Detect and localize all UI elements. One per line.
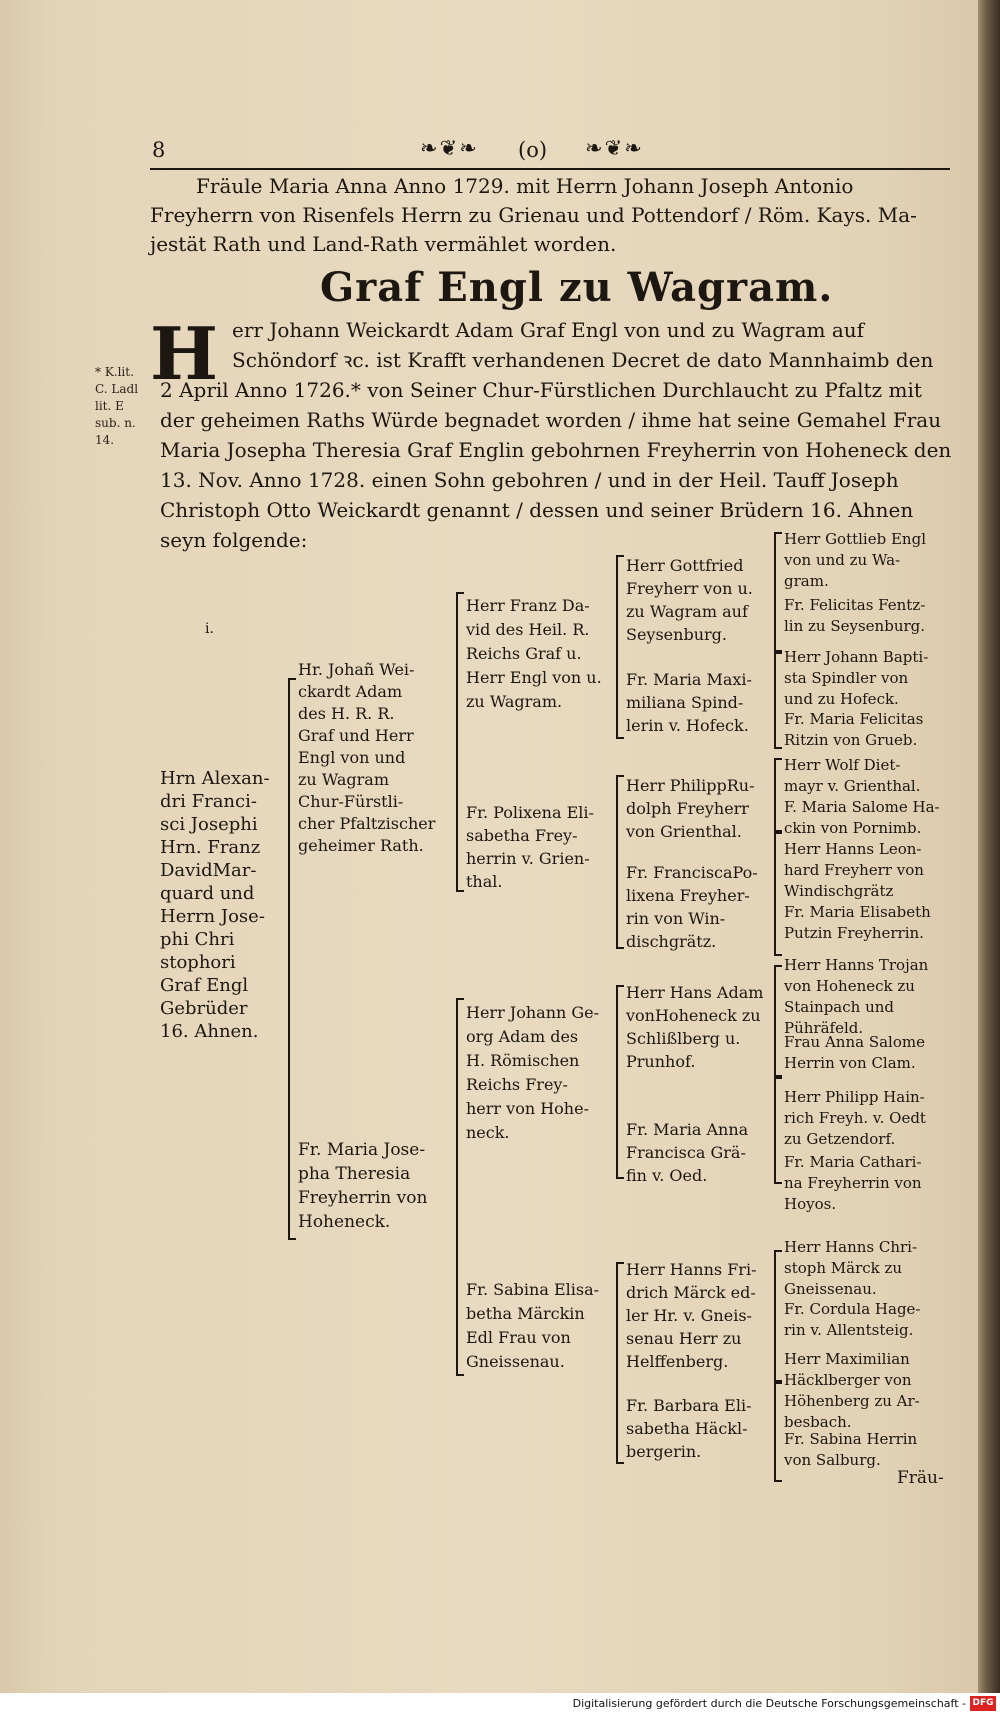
gg-grandparent-line: von und zu Wa- bbox=[784, 551, 901, 569]
root-name-line: Graf Engl bbox=[160, 975, 249, 996]
gg-grandparent-line: und zu Hofeck. bbox=[784, 690, 899, 708]
paragraph-line: Christoph Otto Weickardt genannt / dessen und seiner Brüdern 16. Ahnen bbox=[160, 498, 914, 522]
great-grandparent-line: Fr. FranciscaPo- bbox=[626, 863, 758, 882]
father-line: geheimer Rath. bbox=[298, 836, 424, 855]
great-grandparent-line: Fr. Maria Anna bbox=[626, 1120, 749, 1139]
gg-grandparent-line: Herr Hanns Leon- bbox=[784, 840, 922, 858]
grandparent-line: Edl Frau von bbox=[466, 1328, 571, 1347]
gg-grandparent-line: lin zu Seysenburg. bbox=[784, 617, 926, 635]
grandparent-line: vid des Heil. R. bbox=[466, 620, 590, 639]
great-grandparent-bracket bbox=[774, 830, 782, 956]
page-edge bbox=[978, 0, 1000, 1716]
grandparent-line: thal. bbox=[466, 872, 503, 891]
root-name-line: quard und bbox=[160, 883, 255, 904]
root-name-line: phi Chri bbox=[160, 929, 235, 950]
intro-line: jestät Rath und Land-Rath vermählet worden. bbox=[150, 232, 617, 256]
gg-grandparent-line: mayr v. Grienthal. bbox=[784, 777, 921, 795]
father-bracket bbox=[456, 592, 464, 892]
grandparent-line: Gneissenau. bbox=[466, 1352, 565, 1371]
gg-grandparent-line: ckin von Pornimb. bbox=[784, 819, 922, 837]
gg-grandparent-line: Fr. Maria Felicitas bbox=[784, 710, 924, 728]
gg-grandparent-line: Herr Johann Bapti- bbox=[784, 648, 929, 666]
great-grandparent-line: bergerin. bbox=[626, 1442, 702, 1461]
gg-grandparent-line: Hoyos. bbox=[784, 1195, 837, 1213]
great-grandparent-line: Prunhof. bbox=[626, 1052, 696, 1071]
great-grandparent-bracket bbox=[774, 965, 782, 1079]
father-line: Hr. Johañ Wei- bbox=[298, 660, 415, 679]
page-number: 8 bbox=[152, 138, 166, 162]
gg-grandparent-line: na Freyherrin von bbox=[784, 1174, 922, 1192]
gg-grandparent-line: Herr Philipp Hain- bbox=[784, 1088, 925, 1106]
gg-grandparent-line: Fr. Cordula Hage- bbox=[784, 1300, 921, 1318]
paragraph-line: 13. Nov. Anno 1728. einen Sohn gebohren / und in der Heil. Tauff Joseph bbox=[160, 468, 899, 492]
gg-grandparent-line: Windischgrätz bbox=[784, 882, 894, 900]
paragraph-line: Maria Josepha Theresia Graf Englin gebohrnen Freyherrin von Hoheneck den bbox=[160, 438, 952, 462]
margin-note-line: C. Ladl bbox=[95, 382, 139, 396]
gg-grandparent-line: Fr. Felicitas Fentz- bbox=[784, 596, 926, 614]
gg-grandparent-line: Herr Hanns Trojan bbox=[784, 956, 929, 974]
great-grandparent-bracket bbox=[774, 1380, 782, 1482]
great-grandparent-line: drich Märck ed- bbox=[626, 1283, 756, 1302]
grandparent-line: herr von Hohe- bbox=[466, 1099, 589, 1118]
ornament-right: ❧❦❧ bbox=[585, 136, 644, 160]
gg-grandparent-line: rin v. Allentsteig. bbox=[784, 1321, 914, 1339]
header-rule bbox=[150, 168, 950, 170]
grandparent-line: herrin v. Grien- bbox=[466, 849, 590, 868]
dfg-logo: DFG bbox=[970, 1696, 996, 1711]
gg-grandparent-line: Ritzin von Grueb. bbox=[784, 731, 918, 749]
mother-line: Freyherrin von bbox=[298, 1188, 428, 1208]
root-name-line: DavidMar- bbox=[160, 860, 257, 881]
great-grandparent-line: dolph Freyherr bbox=[626, 799, 749, 818]
great-grandparent-line: fin v. Oed. bbox=[626, 1166, 708, 1185]
root-name-line: dri Franci- bbox=[160, 791, 257, 812]
gg-grandparent-line: Höhenberg zu Ar- bbox=[784, 1392, 920, 1410]
root-name-line: Hrn. Franz bbox=[160, 837, 261, 858]
intro-line: Fräule Maria Anna Anno 1729. mit Herrn Johann Joseph Antonio bbox=[196, 174, 854, 198]
gg-grandparent-line: von Salburg. bbox=[784, 1451, 881, 1469]
great-grandparent-line: zu Wagram auf bbox=[626, 602, 748, 621]
mother-line: pha Theresia bbox=[298, 1164, 411, 1184]
father-line: Graf und Herr bbox=[298, 726, 414, 745]
mother-line: Fr. Maria Jose- bbox=[298, 1140, 426, 1160]
ornament-left: ❧❦❧ bbox=[420, 136, 479, 160]
gg-grandparent-line: besbach. bbox=[784, 1413, 852, 1431]
mother-bracket bbox=[456, 998, 464, 1376]
great-grandparent-line: von Grienthal. bbox=[626, 822, 742, 841]
margin-note-line: 14. bbox=[95, 433, 115, 447]
mother-line: Hoheneck. bbox=[298, 1212, 391, 1232]
gg-grandparent-line: Gneissenau. bbox=[784, 1280, 877, 1298]
great-grandparent-line: Helffenberg. bbox=[626, 1352, 729, 1371]
great-grandparent-bracket bbox=[774, 650, 782, 749]
margin-note-line: * K.lit. bbox=[95, 365, 134, 379]
running-head: (o) bbox=[518, 138, 548, 162]
grandparent-line: H. Römischen bbox=[466, 1051, 580, 1070]
great-grandparent-line: Schlißlberg u. bbox=[626, 1029, 741, 1048]
great-grandparent-line: lixena Freyher- bbox=[626, 886, 750, 905]
gg-grandparent-line: Herr Hanns Chri- bbox=[784, 1238, 918, 1256]
grandparent-line: Reichs Graf u. bbox=[466, 644, 582, 663]
great-grandparent-line: Herr Gottfried bbox=[626, 556, 744, 575]
great-grandparent-bracket bbox=[774, 1075, 782, 1184]
great-grandparent-line: Francisca Grä- bbox=[626, 1143, 746, 1162]
catchword: Fräu- bbox=[897, 1468, 944, 1488]
gg-grandparent-line: Häcklberger von bbox=[784, 1371, 912, 1389]
great-grandparent-line: lerin v. Hofeck. bbox=[626, 716, 749, 735]
grandparent-line: sabetha Frey- bbox=[466, 826, 578, 845]
great-grandparent-line: miliana Spind- bbox=[626, 693, 744, 712]
gg-grandparent-line: zu Getzendorf. bbox=[784, 1130, 896, 1148]
gg-grandparent-line: F. Maria Salome Ha- bbox=[784, 798, 940, 816]
gg-grandparent-line: Herr Gottlieb Engl bbox=[784, 530, 926, 548]
gg-grandparent-line: Fr. Sabina Herrin bbox=[784, 1430, 918, 1448]
gg-grandparent-line: Fr. Maria Cathari- bbox=[784, 1153, 922, 1171]
root-name-line: sci Josephi bbox=[160, 814, 258, 835]
grandparent-line: betha Märckin bbox=[466, 1304, 585, 1323]
father-line: Chur-Fürstli- bbox=[298, 792, 404, 811]
great-grandparent-line: senau Herr zu bbox=[626, 1329, 742, 1348]
grandparent-line: Herr Engl von u. bbox=[466, 668, 602, 687]
root-name-line: 16. Ahnen. bbox=[160, 1021, 259, 1042]
gg-grandparent-line: Herrin von Clam. bbox=[784, 1054, 916, 1072]
great-grandparent-line: vonHoheneck zu bbox=[626, 1006, 761, 1025]
gg-grandparent-line: Stainpach und bbox=[784, 998, 895, 1016]
gg-grandparent-line: sta Spindler von bbox=[784, 669, 909, 687]
footer-text: Digitalisierung gefördert durch die Deutsche Forschungsgemeinschaft - bbox=[572, 1697, 966, 1710]
grandparent-line: Reichs Frey- bbox=[466, 1075, 568, 1094]
grandparent-line: Herr Johann Ge- bbox=[466, 1003, 600, 1022]
father-line: zu Wagram bbox=[298, 770, 390, 789]
gg-grandparent-line: stoph Märck zu bbox=[784, 1259, 903, 1277]
gg-grandparent-line: Putzin Freyherrin. bbox=[784, 924, 924, 942]
grandparent-line: Herr Franz Da- bbox=[466, 596, 590, 615]
grandparent-bracket bbox=[616, 1262, 624, 1464]
great-grandparent-line: rin von Win- bbox=[626, 909, 726, 928]
great-grandparent-line: ler Hr. v. Gneis- bbox=[626, 1306, 752, 1325]
great-grandparent-line: Herr Hanns Fri- bbox=[626, 1260, 757, 1279]
grandparent-bracket bbox=[616, 775, 624, 949]
grandparent-line: zu Wagram. bbox=[466, 692, 563, 711]
gg-grandparent-line: von Hoheneck zu bbox=[784, 977, 915, 995]
grandparent-bracket bbox=[616, 555, 624, 739]
great-grandparent-line: Fr. Barbara Eli- bbox=[626, 1396, 752, 1415]
margin-note-line: lit. E bbox=[95, 399, 124, 413]
section-title: Graf Engl zu Wagram. bbox=[320, 264, 834, 311]
footer-bar bbox=[0, 1693, 1000, 1716]
gg-grandparent-line: Frau Anna Salome bbox=[784, 1033, 925, 1051]
great-grandparent-line: sabetha Häckl- bbox=[626, 1419, 748, 1438]
great-grandparent-bracket bbox=[774, 1250, 782, 1384]
father-line: ckardt Adam bbox=[298, 682, 403, 701]
grandparent-line: Fr. Polixena Eli- bbox=[466, 803, 594, 822]
paragraph-line: err Johann Weickardt Adam Graf Engl von und zu Wagram auf bbox=[232, 318, 865, 342]
paragraph-line: Schöndorf ꝛc. ist Krafft verhandenen Decret de dato Mannhaimb den bbox=[232, 348, 934, 372]
gg-grandparent-line: hard Freyherr von bbox=[784, 861, 924, 879]
gg-grandparent-line: Herr Maximilian bbox=[784, 1350, 910, 1368]
great-grandparent-bracket bbox=[774, 758, 782, 834]
root-name-line: stophori bbox=[160, 952, 236, 973]
paragraph-line: 2 April Anno 1726.* von Seiner Chur-Fürstlichen Durchlaucht zu Pfaltz mit bbox=[160, 378, 922, 402]
stray-mark: i. bbox=[205, 621, 214, 637]
gg-grandparent-line: Fr. Maria Elisabeth bbox=[784, 903, 931, 921]
gg-grandparent-line: Herr Wolf Diet- bbox=[784, 756, 901, 774]
root-bracket bbox=[288, 678, 296, 1240]
root-name-line: Herrn Jose- bbox=[160, 906, 265, 927]
drop-cap: H bbox=[150, 311, 219, 396]
father-line: des H. R. R. bbox=[298, 704, 395, 723]
great-grandparent-line: Fr. Maria Maxi- bbox=[626, 670, 752, 689]
root-name-line: Hrn Alexan- bbox=[160, 768, 270, 789]
grandparent-line: org Adam des bbox=[466, 1027, 579, 1046]
great-grandparent-line: Herr Hans Adam bbox=[626, 983, 764, 1002]
great-grandparent-bracket bbox=[774, 532, 782, 654]
gg-grandparent-line: Pühräfeld. bbox=[784, 1019, 864, 1037]
father-line: cher Pfaltzischer bbox=[298, 814, 436, 833]
grandparent-line: neck. bbox=[466, 1123, 510, 1142]
gg-grandparent-line: rich Freyh. v. Oedt bbox=[784, 1109, 926, 1127]
intro-line: Freyherrn von Risenfels Herrn zu Grienau und Pottendorf / Röm. Kays. Ma- bbox=[150, 203, 917, 227]
father-line: Engl von und bbox=[298, 748, 406, 767]
grandparent-bracket bbox=[616, 985, 624, 1179]
great-grandparent-line: Seysenburg. bbox=[626, 625, 727, 644]
root-name-line: Gebrüder bbox=[160, 998, 248, 1019]
great-grandparent-line: dischgrätz. bbox=[626, 932, 717, 951]
paragraph-line: seyn folgende: bbox=[160, 528, 308, 552]
great-grandparent-line: Freyherr von u. bbox=[626, 579, 753, 598]
grandparent-line: Fr. Sabina Elisa- bbox=[466, 1280, 600, 1299]
great-grandparent-line: Herr PhilippRu- bbox=[626, 776, 755, 795]
gg-grandparent-line: gram. bbox=[784, 572, 829, 590]
margin-note-line: sub. n. bbox=[95, 416, 136, 430]
paragraph-line: der geheimen Raths Würde begnadet worden / ihme hat seine Gemahel Frau bbox=[160, 408, 942, 432]
